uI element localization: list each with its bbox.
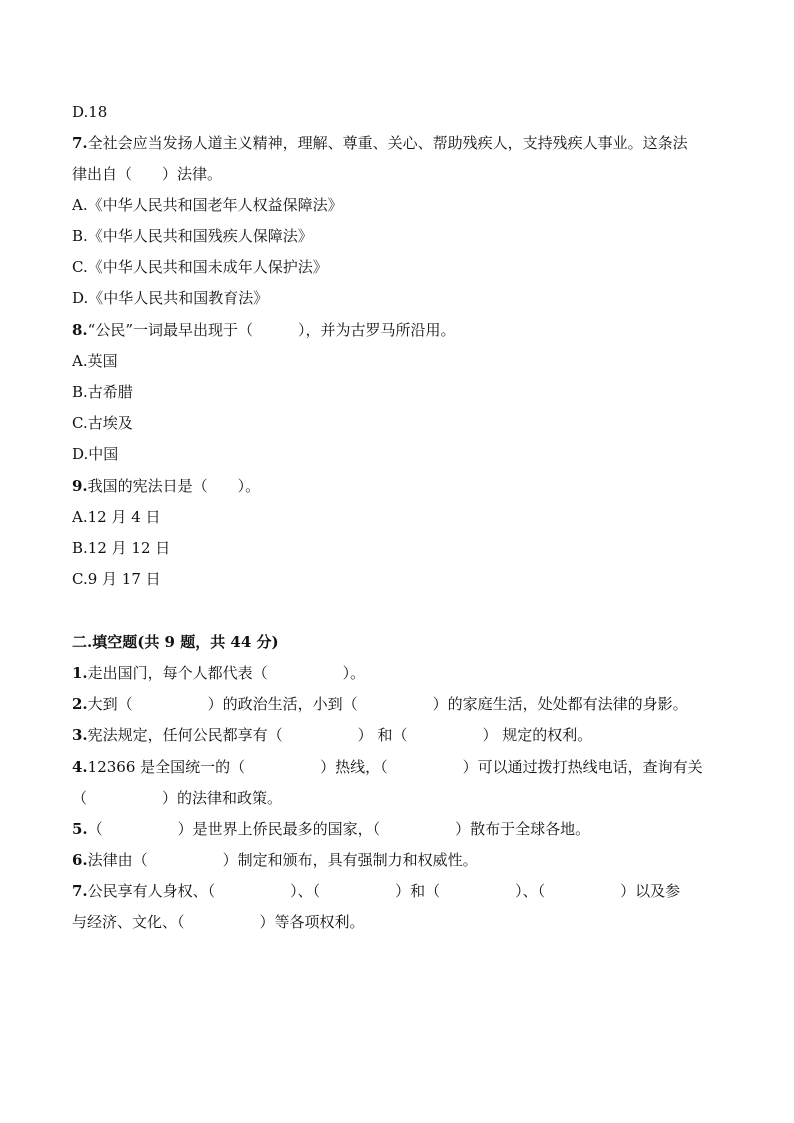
fill-q3 <box>72 725 732 745</box>
q8-option-a: A.英国 <box>72 352 118 370</box>
fill-q2 <box>72 694 732 714</box>
fill-q6-text: 法律由（ ）制定和颁布，具有强制力和权威性。 <box>87 851 478 869</box>
fill-q3-number: 3. <box>72 726 88 744</box>
fill-q4-number: 4. <box>72 758 88 776</box>
fill-q1 <box>72 663 732 683</box>
fill-q2-text: 大到（ ）的政治生活，小到（ ）的家庭生活，处处都有法律的身影。 <box>87 695 688 713</box>
fill-q1-text: 走出国门，每个人都代表（ ）。 <box>87 664 366 682</box>
q9-option-b: B.12 月 12 日 <box>72 539 171 557</box>
fill-q3-text: 宪法规定，任何公民都享有（ ） 和（ ） 规定的权利。 <box>87 726 593 744</box>
fill-q5 <box>72 819 732 839</box>
q9-stem <box>72 476 732 496</box>
fill-q4-line1 <box>72 757 732 777</box>
fill-q1-number: 1. <box>72 664 88 682</box>
section-title-fill-in: 二.填空题(共 9 题，共 44 分) <box>72 633 279 651</box>
q7-option-d: D.《中华人民共和国教育法》 <box>72 289 269 307</box>
fill-q7-number: 7. <box>72 882 88 900</box>
q7-option-c: C.《中华人民共和国未成年人保护法》 <box>72 258 328 276</box>
fill-q5-number: 5. <box>72 820 88 838</box>
q7-text-1: 全社会应当发扬人道主义精神，理解、尊重、关心、帮助残疾人，支持残疾人事业。这条法 <box>87 134 688 152</box>
q8-option-b: B.古希腊 <box>72 383 133 401</box>
q8-option-d: D.中国 <box>72 445 119 463</box>
q7-stem-line1 <box>72 133 732 153</box>
fill-q4-line2: （ ）的法律和政策。 <box>72 789 283 807</box>
q9-number: 9. <box>72 477 88 495</box>
fill-q7-line2: 与经济、文化、（ ）等各项权利。 <box>72 913 365 931</box>
q7-stem-line2: 律出自（ ）法律。 <box>72 165 223 183</box>
fill-q7-text: 公民享有人身权、（ ）、（ ）和（ ）、（ ）以及参 <box>87 882 681 900</box>
fill-q2-number: 2. <box>72 695 88 713</box>
q9-option-c: C.9 月 17 日 <box>72 570 161 588</box>
fill-q5-text: （ ）是世界上侨民最多的国家，（ ）散布于全球各地。 <box>87 820 591 838</box>
fill-q6-number: 6. <box>72 851 88 869</box>
q7-number: 7. <box>72 134 88 152</box>
q6-option-d: D.18 <box>72 103 108 121</box>
fill-q7-line1 <box>72 881 732 901</box>
q7-option-a: A.《中华人民共和国老年人权益保障法》 <box>72 196 343 214</box>
fill-q4-text: 12366 是全国统一的（ ）热线，（ ）可以通过拨打热线电话，查询有关 <box>87 758 703 776</box>
q8-stem <box>72 320 732 340</box>
q8-number: 8. <box>72 321 88 339</box>
q7-option-b: B.《中华人民共和国残疾人保障法》 <box>72 227 313 245</box>
q9-text: 我国的宪法日是（ ）。 <box>87 477 261 495</box>
fill-q6 <box>72 850 732 870</box>
q9-option-a: A.12 月 4 日 <box>72 508 161 526</box>
q8-text: “公民”一词最早出现于（ ），并为古罗马所沿用。 <box>87 321 456 339</box>
q8-option-c: C.古埃及 <box>72 414 133 432</box>
